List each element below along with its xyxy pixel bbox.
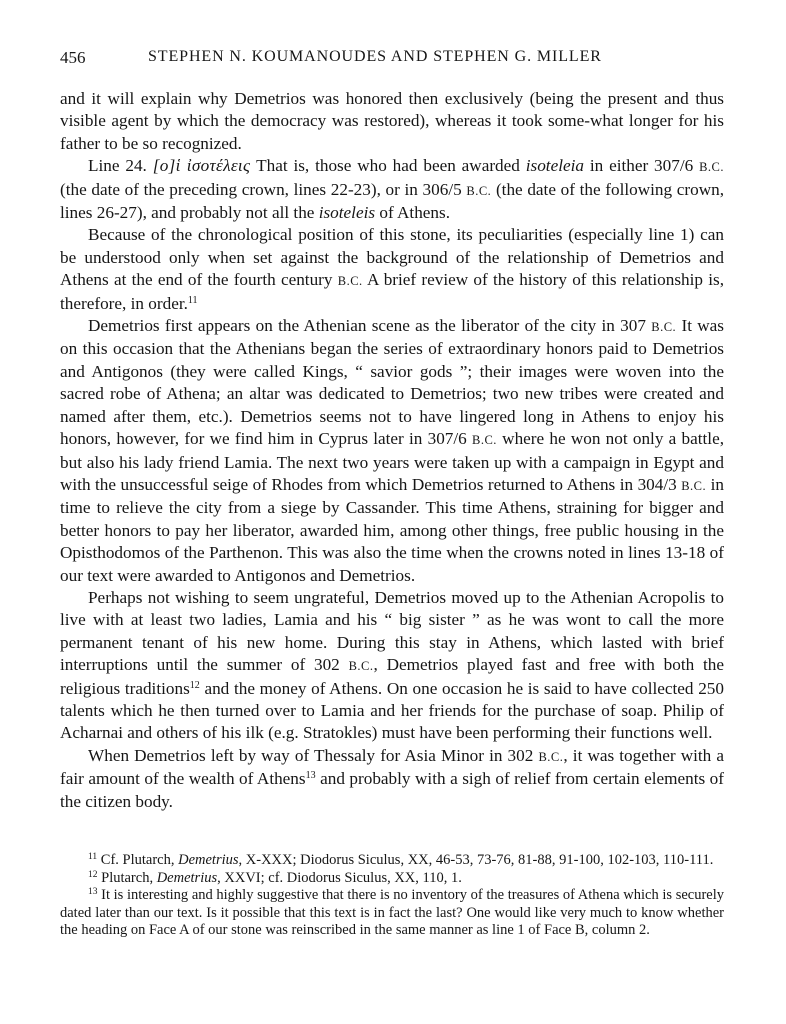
page-header	[60, 48, 720, 72]
text-run: (the date of the preceding crown, lines 22-23), or in 306/5	[60, 179, 467, 199]
text-run: of Athens.	[375, 203, 451, 223]
footnote-number: 12	[88, 869, 98, 880]
text-run: in either 307/6	[583, 156, 700, 176]
era-abbr: B.C.	[651, 320, 677, 335]
text-run: Cf. Plutarch,	[100, 852, 179, 868]
footnote-ref-12[interactable]: 12	[189, 679, 200, 691]
era-abbr: B.C.	[699, 160, 724, 175]
footnotes	[60, 852, 724, 940]
footnote-number: 11	[88, 852, 98, 862]
footnote-ref-11[interactable]: 11	[187, 294, 198, 306]
text-run: in time to relieve the city from a siege by Cassander. This time Athens, straining for bigger and better honors to pay her liberator, awarded him, among other things, free public housing in the Opisthodomos of the Parthenon. This was also the time when the crowns noted in lines 13-18 of our text were awarded to Antigonos and Demetrios.	[60, 474, 724, 585]
paragraph-1: and it will explain why Demetrios was honored then exclusively (being the present and thus visible agent by which the democracy was restored), whereas it took some-what longer for his father to be so recognized.	[60, 89, 724, 153]
footnote-ref-13[interactable]: 13	[305, 770, 316, 782]
text-run: where he won not only a battle, but also his lady friend Lamia. The next two years were taken up with a campaign in Egypt and with the unsuccessful seige of Rhodes from which Demetrios returned to Athens in 304/3	[60, 429, 724, 494]
footnote-number: 13	[88, 887, 98, 898]
era-abbr: B.C.	[681, 478, 707, 493]
term-isoteleis: isoteleis	[318, 203, 376, 223]
work-title: Demetrius	[178, 852, 239, 868]
paragraph-6	[60, 745, 724, 813]
text-run: Plutarch,	[101, 869, 157, 886]
text-run: It is interesting and highly suggestive that there is no inventory of the treasures of Athena which is securely dated later than our text. Is it possible that this text is in fact the last? One would like very much to know whether the heading on Face A of our stone was reinscribed in the same manner as line 1 of Face B, column 2.	[60, 887, 725, 939]
text-run: It was on this occasion that the Athenians began the series of extraordinary honors paid to Demetrios and Antigonos (they were called Kings, “ savior gods ”; their images were woven into the sacred robe of Athena; an altar was dedicated to Demetrios; two new tribes were created and named after them, etc.). Demetrios seems not to have lingered long in Athens to enjoy his honors, however, for we find him in Cyprus later in 307/6	[60, 316, 724, 449]
running-title: STEPHEN N. KOUMANOUDES AND STEPHEN G. MILLER	[148, 48, 602, 65]
term-isoteleia: isoteleia	[525, 156, 584, 176]
greek-lemma: [ο]ἱ ἰσοτέλεις	[152, 156, 251, 176]
era-abbr: B.C.	[348, 659, 374, 674]
footnote-12	[60, 870, 724, 888]
footnote-11	[60, 852, 724, 870]
footnote-13	[60, 887, 724, 940]
era-abbr: B.C.	[472, 433, 497, 448]
text-run: , Demetrios played fast and free with both the religious traditions	[60, 655, 724, 698]
text-run: , X-XXX; Diodorus Siculus, XX, 46-53, 73-76, 81-88, 91-100, 102-103, 110-111.	[238, 852, 714, 868]
era-abbr: B.C.	[538, 749, 564, 764]
paragraph-3	[60, 224, 724, 315]
text-run: , it was together with a fair amount of the wealth of Athens	[60, 745, 724, 789]
article-body	[60, 88, 724, 813]
paragraph-5	[60, 587, 724, 745]
text-run: (the date of the following crown, lines 26-27), and probably not all the	[60, 179, 725, 223]
page-number: 456	[60, 48, 86, 67]
paragraph-2	[60, 155, 724, 224]
text-run: and probably with a sigh of relief from certain elements of the citizen body.	[60, 769, 724, 811]
text-run: , XXVI; cf. Diodorus Siculus, XX, 110, 1.	[217, 869, 462, 886]
text-run: That is, those who had been awarded	[250, 156, 526, 176]
text-run: Because of the chronological position of this stone, its peculiarities (especially line 1) can be understood only when set against the background of the relationship of Demetrios and Athens at the end of the fourth century	[60, 225, 724, 290]
text-run: Perhaps not wishing to seem ungrateful, Demetrios moved up to the Athenian Acropolis to live with at least two ladies, Lamia and his “ big sister ” as he was wont to call the more permanent tenant of his new home. During this stay in Athens, which lasted with brief interruptions until the summer of 302	[60, 587, 724, 675]
text-run: Demetrios first appears on the Athenian scene as the liberator of the city in 307	[88, 316, 652, 336]
paragraph-4	[60, 315, 724, 587]
text-run: A brief review of the history of this relationship is, therefore, in order.	[60, 270, 724, 313]
line-reference: Line 24.	[88, 156, 147, 176]
era-abbr: B.C.	[337, 274, 363, 289]
work-title: Demetrius	[156, 869, 218, 886]
era-abbr: B.C.	[466, 183, 492, 198]
text-run: and the money of Athens. On one occasion he is said to have collected 250 talents which he then turned over to Lamia and her friends for the purchase of soap. Philip of Acharnai and others of his ilk (e.g. Stratokles) must have been performing their functions well.	[60, 678, 724, 743]
text-run: When Demetrios left by way of Thessaly for Asia Minor in 302	[88, 745, 539, 765]
